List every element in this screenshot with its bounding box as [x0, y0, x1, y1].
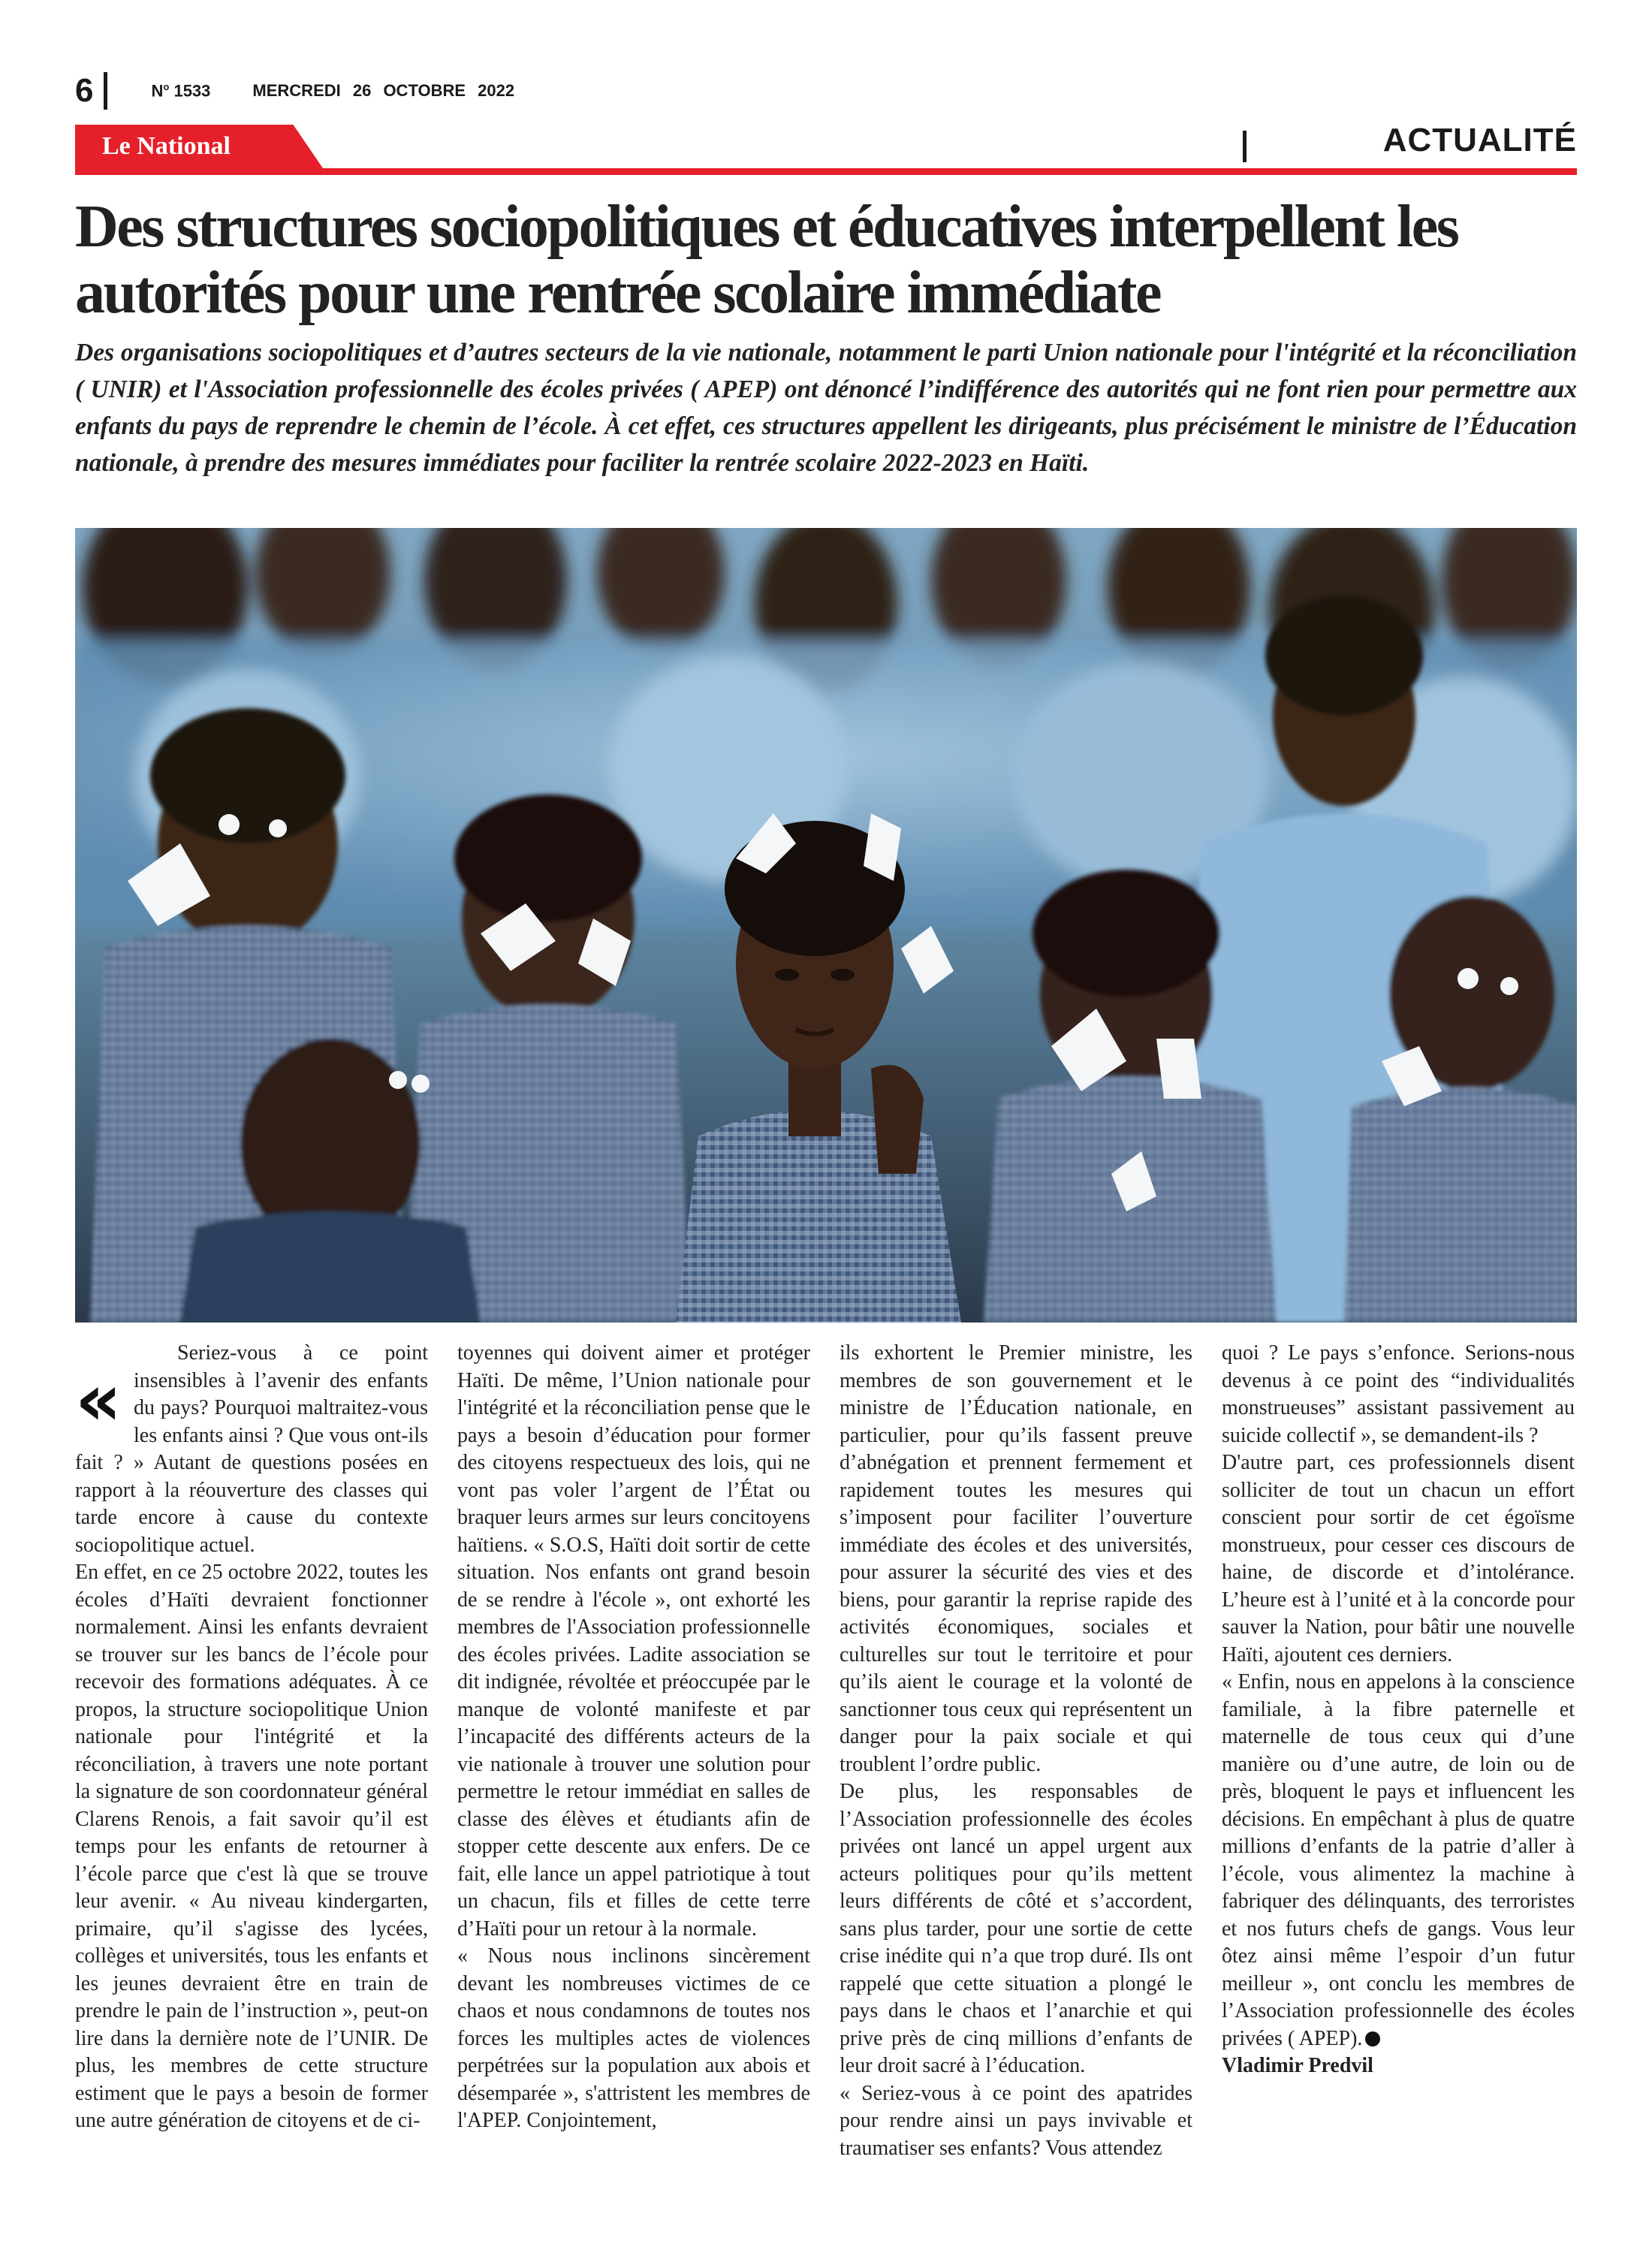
article-column-4	[1222, 1340, 1575, 2080]
issue-date: MERCREDI 26 OCTOBRE 2022	[252, 81, 515, 100]
page-number: 6	[75, 72, 94, 109]
section-name: ACTUALITÉ	[1382, 122, 1577, 158]
article-paragraph	[75, 1340, 428, 1559]
issue-value: 1533	[173, 81, 211, 101]
article-paragraph-text: Seriez-vous à ce point insensibles à l’avenir des enfants du pays? Pourquoi maltraitez-vous les enfants ainsi ? Que vous ont-ils fait ? » Autant de questions posées en rapport à la réouverture des classes qui tarde encore à cause du contexte sociopolitique actuel.	[75, 1341, 428, 1557]
article-paragraph: quoi ? Le pays s’enfonce. Serions-nous devenus à ce point des “individualités monstrueuses” assistant passivement au suicide collectif », se demandent-ils ?	[1222, 1341, 1575, 1447]
article-paragraph: « Nous nous inclinons sincèrement devant les nombreuses victimes de ce chaos et nous condamnons de toutes nos forces les multiples actes de violences perpétrées sur la population aux abois et désemparée », s'attristent les membres de l'APEP. Conjointement,	[457, 1944, 810, 2132]
opening-quote-mark: «	[75, 1358, 122, 1442]
article-column-3	[840, 1340, 1192, 2162]
issue-number	[151, 81, 210, 101]
article-paragraph: En effet, en ce 25 octobre 2022, toutes les écoles d’Haïti devraient fonctionner normalement. Ainsi les enfants devraient se trouver sur les bancs de l’école pour recevoir des formations adéquates. À ce propos, la structure sociopolitique Union nationale pour l'intégrité et la réconciliation, à travers une note portant la signature de son coordonnateur général Clarens Renois, a fait savoir qu’il est temps pour les enfants de retourner à l’école parce que c'est là que se trouve leur avenir. « Au niveau kindergarten, primaire, qu’il s'agisse des lycées, collèges et universités, tous les enfants et les jeunes devraient être en train de prendre le pain de l’instruction », peut-on lire dans la dernière note de l’UNIR. De plus, les membres de cette structure estiment que le pays a besoin de former une autre génération de citoyens et de ci-	[75, 1561, 428, 2132]
article-photo	[75, 528, 1577, 1323]
article-column-1	[75, 1340, 428, 2135]
header-rule	[75, 168, 1577, 175]
end-of-article-icon	[1365, 2031, 1380, 2046]
article-paragraph	[1222, 1669, 1575, 2052]
article-paragraph: toyennes qui doivent aimer et protéger Haïti. De même, l’Union nationale pour l'intégrité et la réconciliation pense que le pays a besoin d’éducation pour former des citoyens respectueux des lois, qui ne vont pas voler l’argent de l’État ou braquer leurs armes sur leurs concitoyens haïtiens. « S.O.S, Haïti doit sortir de cette situation. Nos enfants ont grand besoin de se rendre à l'école », ont exhorté les membres de l'Association professionnelle des écoles privées. Ladite association se dit indignée, révoltée et préoccupée par le manque de volonté manifeste et par l’incapacité des différents acteurs de la vie nationale à trouver une solution pour permettre le retour immédiat en salles de classe des élèves et étudiants afin de stopper cette descente aux enfers. De ce fait, elle lance un appel patriotique à tout un chacun, fils et filles de cette terre d’Haïti pour un retour à la normale.	[457, 1341, 810, 1941]
article-lead: Des organisations sociopolitiques et d’autres secteurs de la vie nationale, notamment le parti Union nationale pour l'intégrité et la réconciliation ( UNIR) et l'Association professionnelle des écoles privées ( APEP) ont dénoncé l’indifférence des autorités qui ne font rien pour permettre aux enfants du pays de reprendre le chemin de l’école. À cet effet, ces structures appellent les dirigeants, plus précisément le ministre de l’Éducation nationale, à prendre des mesures immédiates pour faciliter la rentrée scolaire 2022-2023 en Haïti.	[75, 339, 1577, 477]
article-paragraph: « Seriez-vous à ce point des apatrides pour rendre ainsi un pays invivable et traumatiser ses enfants? Vous attendez	[840, 2081, 1192, 2160]
section-divider	[1243, 131, 1247, 162]
brand-name: Le National	[102, 132, 231, 160]
masthead-topline	[75, 72, 514, 110]
page-number-divider	[104, 72, 107, 110]
article-byline: Vladimir Predvil	[1222, 2054, 1373, 2077]
article-paragraph: De plus, les responsables de l’Association professionnelle des écoles privées ont lancé un appel urgent aux acteurs politiques pour qu’ils mettent leurs différents de côté et s’accordent, sans plus tarder, pour une sortie de cette crise inédite qui n’a que trop duré. Ils ont rappelé que cette situation a plongé le pays dans le chaos et l’anarchie et qui prive près de cinq millions d’enfants de leur droit sacré à l’éducation.	[840, 1780, 1192, 2077]
article-paragraph: D'autre part, ces professionnels disent solliciter de tout un chacun un effort conscient pour sortir de cet égoïsme monstrueux, pour cesser ces discours de haine, de discorde et d’intolérance. L’heure est à l’unité et à la concorde pour sauver la Nation, pour bâtir une nouvelle Haïti, ajoutent ces derniers.	[1222, 1451, 1575, 1666]
article-column-2	[457, 1340, 810, 2135]
article-paragraph-text: « Enfin, nous en appelons à la conscience familiale, à la fibre paternelle et maternelle de tous ceux qui d’une manière ou d’une autre, de loin ou de près, bloquent le pays et influencent les décisions. En empêchant à plus de quatre millions d’enfants de la patrie d’aller à l’école, vous alimentez la machine à fabriquer des délinquants, des terroristes et nos futurs chefs de gangs. Vous leur ôtez ainsi même l’espoir d’un futur meilleur », ont conclu les membres de l’Association professionnelle des écoles privées ( APEP).	[1222, 1670, 1575, 2050]
article-paragraph: ils exhortent le Premier ministre, les membres de son gouvernement et le ministre de l’Éducation nationale, en particulier, pour qu’ils fassent preuve d’abnégation et prennent fermement et rapidement toutes les mesures qui s’imposent pour faciliter l’ouverture immédiate des écoles et des universités, pour assurer la sécurité des vies et des biens, pour garantir la reprise rapide des activités économiques, sociales et culturelles sur tout le territoire et pour qu’ils aient le courage et la volonté de sanctionner tous ceux qui représentent un danger pour la paix sociale et qui troublent l’ordre public.	[840, 1341, 1192, 1776]
issue-sup: o	[163, 80, 170, 92]
issue-prefix: N	[151, 81, 164, 101]
article-headline: Des structures sociopolitiques et éducatives interpellent les autorités pour une rentrée scolaire immédiate	[75, 194, 1458, 326]
article-body	[75, 1340, 1577, 2226]
